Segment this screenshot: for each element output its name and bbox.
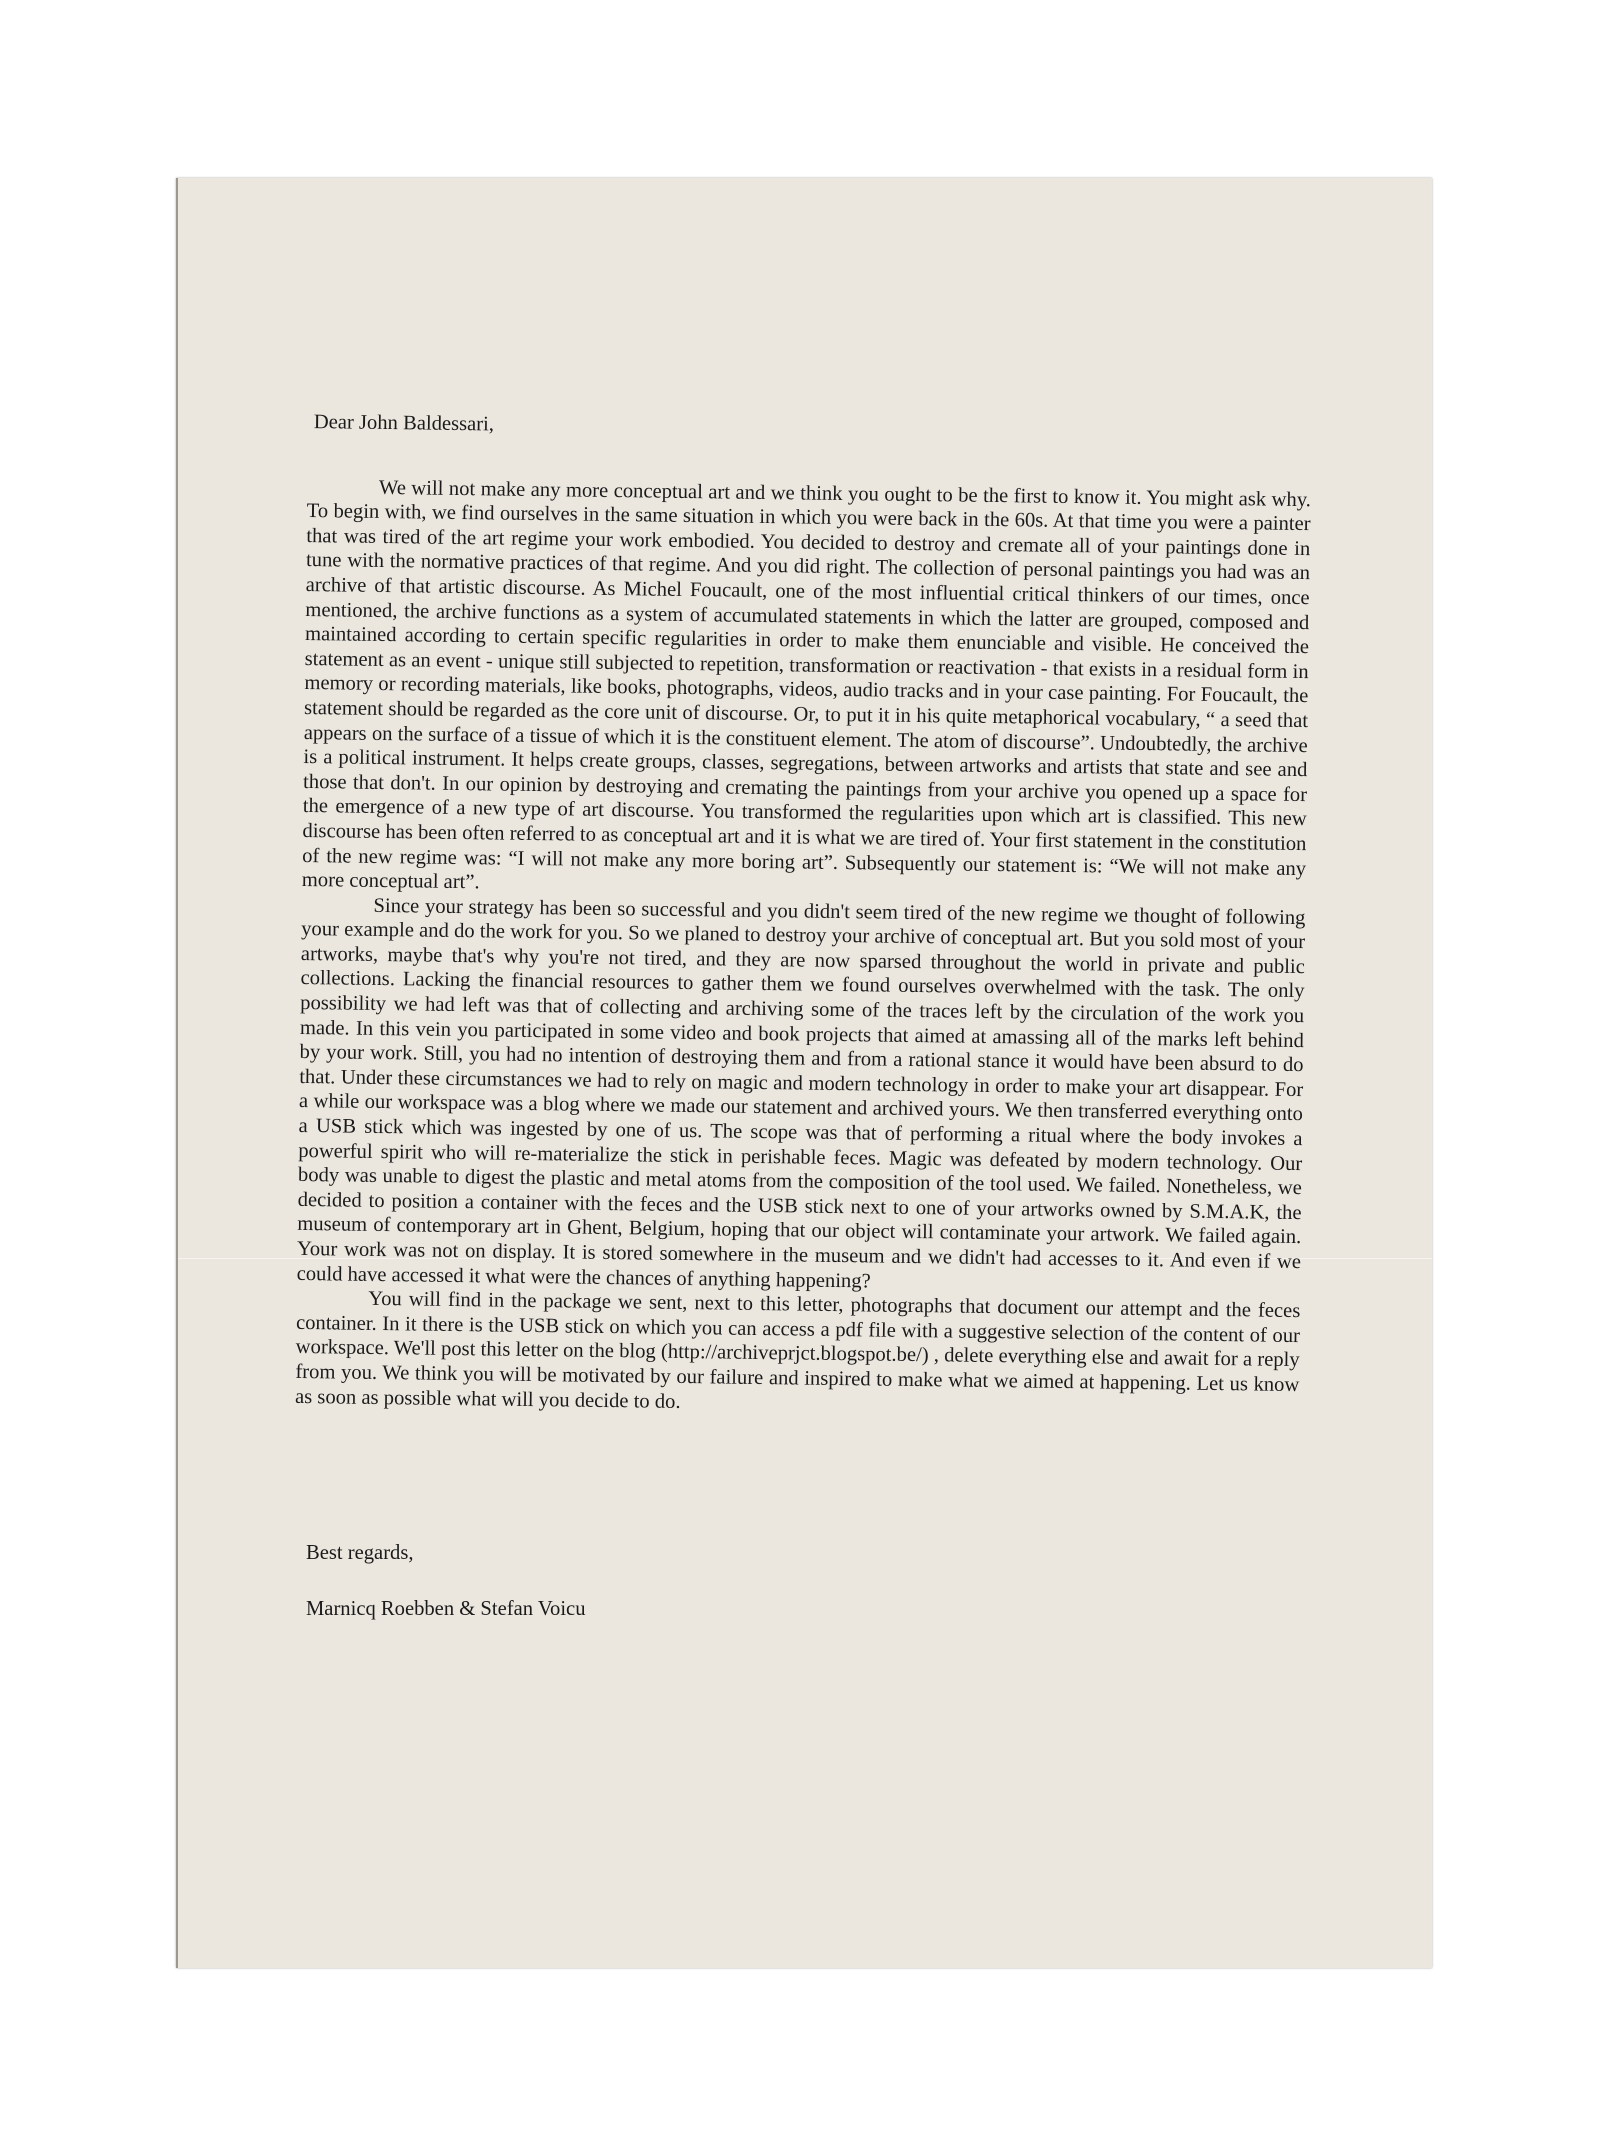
closing-line: Best regards, [306, 1542, 414, 1564]
salutation: Dear John Baldessari, [313, 411, 495, 436]
letter-body [295, 410, 1312, 1422]
signature: Marnicq Roebben & Stefan Voicu [306, 1598, 586, 1620]
paragraph-3: You will find in the package we sent, next to this letter, photographs that document our attempt and the feces container. In it there is the USB stick on which you can access a pdf file with a suggestive selection of the content of our workspace. We'll post this letter on the blog (http://archiveprjct.blogspot.be/) , delete everything else and await for a reply from you. We think you will be motivated by our failure and inspired to make what we aimed at happening. Let us know as soon as possible what will you decide to do. [294, 1288, 1301, 1413]
paragraph-2: Since your strategy has been so successful and you didn't seem tired of the new regime we thought of following your example and do the work for you. So we planed to destroy your archive of conceptual art. But you sold most of your artworks, maybe that's why you're not tired, and they are now sparsed throughout the world in private and public collections. Lacking the financial resources to gather them we found ourselves overwhelmed with the task. The only possibility we had left was that of collecting and archiving some of the traces left by the circulation of the work you made. In this vein you participated in some video and book projects that aimed at amassing all of the marks left behind by your work. Still, you had no intention of destroying them and from a rational stance it would have been absurd to do that. Under these circumstances we had to rely on magic and modern technology in order to make your art disappear. For a while our workspace was a blog where we made our statement and archived yours. We then transferred everything onto a USB stick which was ingested by one of us. The scope was that of performing a ritual where the body invokes a powerful spirit who will re-materialize the stick in perishable feces. Magic was defeated by modern technology. Our body was unable to digest the plastic and metal atoms from the composition of the tool used. We failed. Nonetheless, we decided to position a container with the feces and the USB stick next to one of your artworks owned by S.M.A.K, the museum of contemporary art in Ghent, Belgium, hoping that our object will contaminate your artwork. We failed again. Your work was not on display. It is stored somewhere in the museum and we didn't had accesses to it. And even if we could have accessed it what were the chances of anything happening? [296, 894, 1306, 1293]
paragraph-1: We will not make any more conceptual art and we think you ought to be the first to know it. You might ask why. To begin with, we find ourselves in the same situation in which you were back in the 60s. At that time you were a painter that was tired of the art regime your work embodied. You decided to destroy and cremate all of your paintings done in tune with the normative practices of that regime. And you did right. The collection of personal paintings you had was an archive of that artistic discourse. As Michel Foucault, one of the most influential critical thinkers of our times, once mentioned, the archive functions as a system of accumulated statements in which the latter are grouped, composed and maintained according to certain specific regularities in order to make them enunciable and visible. He conceived the statement as an event - unique still subjected to repetition, transformation or reactivation - that exists in a residual form in memory or recording materials, like books, photographs, videos, audio tracks and in your case painting. For Foucault, the statement should be regarded as the core unit of discourse. Or, to put it in his quite metaphorical vocabulary, “ a seed that appears on the surface of a tissue of which it is the constituent element. The atom of discourse”. Undoubtedly, the archive is a political instrument. It helps create groups, classes, segregations, between artworks and artists that state and see and those that don't. In our opinion by destroying and cremating the paintings from your archive you opened up a space for the emergence of a new type of art discourse. You transformed the regularities upon which art is classified. This new discourse has been often referred to as conceptual art and it is what we are tired of. Your first statement in the constitution of the new regime was: “I will not make any more boring art”. Subsequently our statement is: “We will not make any more conceptual art”. [301, 476, 1312, 894]
letter-sheet [176, 178, 1432, 1968]
